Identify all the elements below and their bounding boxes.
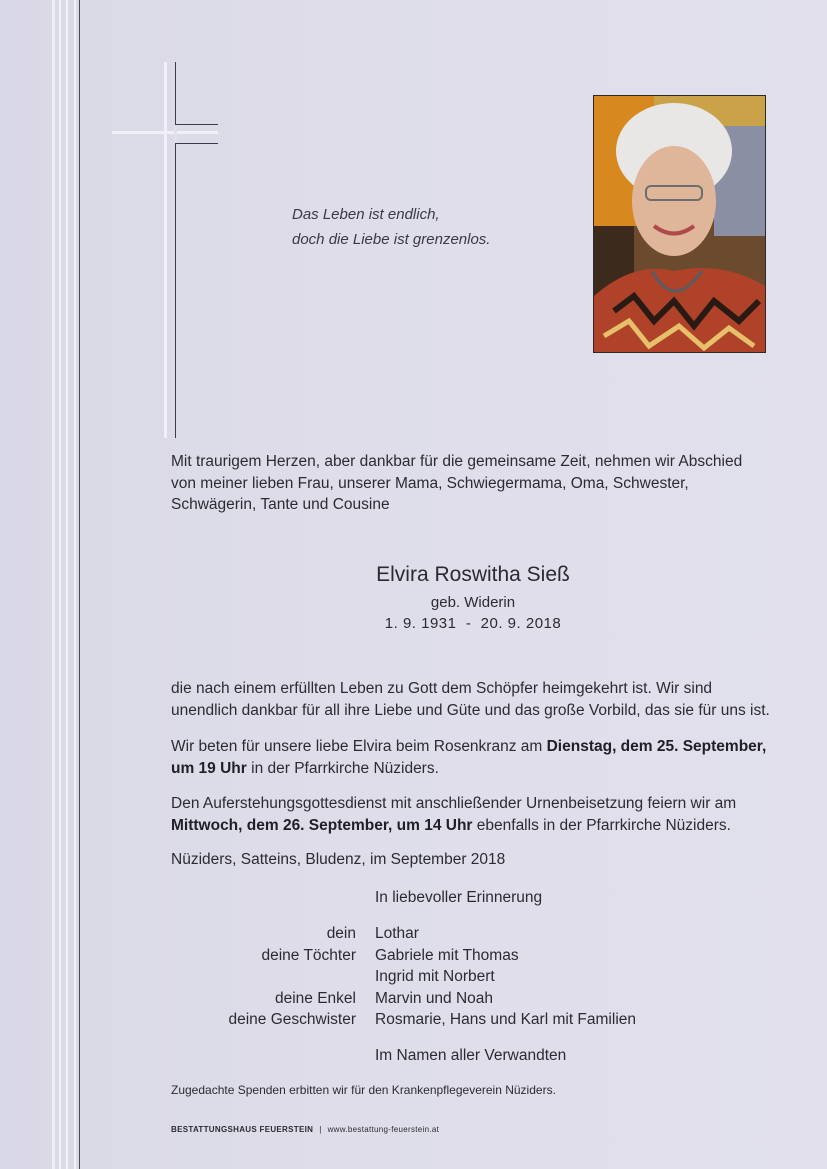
maiden-name: geb. Widerin [430,594,516,611]
rosary-datetime: Dienstag, dem 25. September, um 19 Uhr [171,738,767,777]
relatives-row [0,947,827,969]
relation-label: deine Töchter [261,947,356,964]
relation-names: Marvin und Noah [375,990,494,1007]
relation-names: Gabriele mit Thomas [375,947,519,964]
footer [171,1125,439,1134]
funeral-paragraph: Den Auferstehungsgottesdienst mit anschließender Urnenbeisetzung feiern wir am Mittwoch, dem 26. September, um 14 Uhr ebenfalls in der Pfarrkirche Nüziders. [171,795,737,834]
place-date: Nüziders, Satteins, Bludenz, im September 2018 [171,851,506,868]
funeral-home-name: BESTATTUNGSHAUS FEUERSTEIN [171,1125,314,1134]
funeral-home-url[interactable]: www.bestattung-feuerstein.at [327,1125,440,1134]
relatives-row [0,968,827,990]
farewell-paragraph: die nach einem erfüllten Leben zu Gott dem Schöpfer heimgekehrt ist. Wir sind unendlich dankbar für all ihre Liebe und Güte und das große Vorbild, das sie für uns ist. [171,680,770,719]
relation-label: deine Geschwister [228,1011,356,1028]
footer-separator: | [319,1125,322,1134]
intro-text: Mit traurigem Herzen, aber dankbar für die gemeinsame Zeit, nehmen wir Abschied von meiner lieben Frau, unserer Mama, Schwiegermama, Oma, Schwester, Schwägerin, Tante und Cousine [171,453,743,513]
relatives-row [0,1011,827,1033]
relation-label: deine Enkel [274,990,356,1007]
relation-label: dein [326,925,356,942]
all-relatives: Im Namen aller Verwandten [375,1047,567,1064]
relatives-row [0,990,827,1012]
motto [292,202,490,252]
funeral-datetime: Mittwoch, dem 26. September, um 14 Uhr [171,817,473,834]
motto-line-2: doch die Liebe ist grenzenlos. [292,231,491,248]
relation-names: Rosmarie, Hans und Karl mit Familien [375,1011,637,1028]
deceased-name: Elvira Roswitha Sieß [376,563,570,586]
portrait-photo [593,95,766,353]
relatives-row [0,925,827,947]
rosary-paragraph: Wir beten für unsere liebe Elvira beim Rosenkranz am Dienstag, dem 25. September, um 19 Uhr in der Pfarrkirche Nüziders. [171,738,767,777]
relation-names: Lothar [375,925,419,942]
donation-note: Zugedachte Spenden erbitten wir für den Krankenpflegeverein Nüziders. [171,1083,556,1097]
motto-line-1: Das Leben ist endlich, [292,206,440,223]
life-dates: 1. 9. 1931 - 20. 9. 2018 [384,615,562,632]
memory-line: In liebevoller Erinnerung [375,889,543,906]
relation-names: Ingrid mit Norbert [375,968,495,985]
